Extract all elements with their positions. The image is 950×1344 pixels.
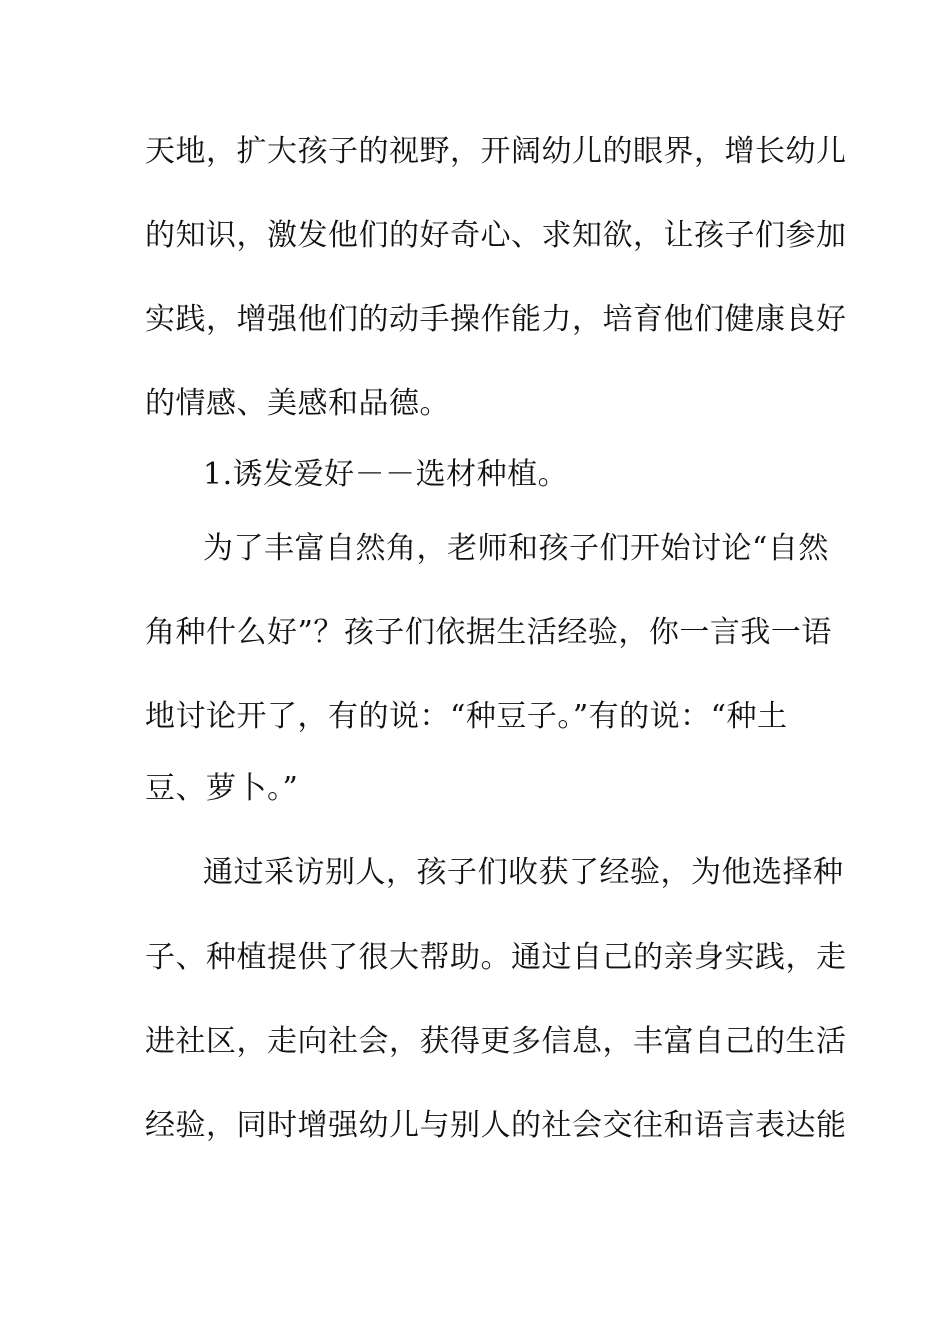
section-heading: 1.诱发爱好－－选材种植。 xyxy=(203,457,569,492)
paragraph-line: 天地，扩大孩子的视野，开阔幼儿的眼界，增长幼儿 xyxy=(145,134,847,169)
paragraph-line: 通过采访别人，孩子们收获了经验，为他选择种 xyxy=(203,855,844,890)
paragraph-line: 为了丰富自然角，老师和孩子们开始讨论“自然 xyxy=(203,531,829,566)
paragraph-line: 经验，同时增强幼儿与别人的社会交往和语言表达能 xyxy=(145,1108,847,1143)
paragraph-line: 进社区，走向社会，获得更多信息，丰富自己的生活 xyxy=(145,1024,847,1059)
paragraph-line: 的情感、美感和品德。 xyxy=(145,386,450,421)
paragraph-line: 的知识，激发他们的好奇心、求知欲，让孩子们参加 xyxy=(145,218,847,253)
paragraph-line: 地讨论开了，有的说：“种豆子。”有的说：“种土 xyxy=(145,699,788,734)
paragraph-line: 角种什么好”？孩子们依据生活经验，你一言我一语 xyxy=(145,615,832,650)
paragraph-line: 豆、萝卜。” xyxy=(145,771,299,806)
paragraph-line: 实践，增强他们的动手操作能力，培育他们健康良好 xyxy=(145,302,847,337)
paragraph-line: 子、种植提供了很大帮助。通过自己的亲身实践，走 xyxy=(145,940,847,975)
